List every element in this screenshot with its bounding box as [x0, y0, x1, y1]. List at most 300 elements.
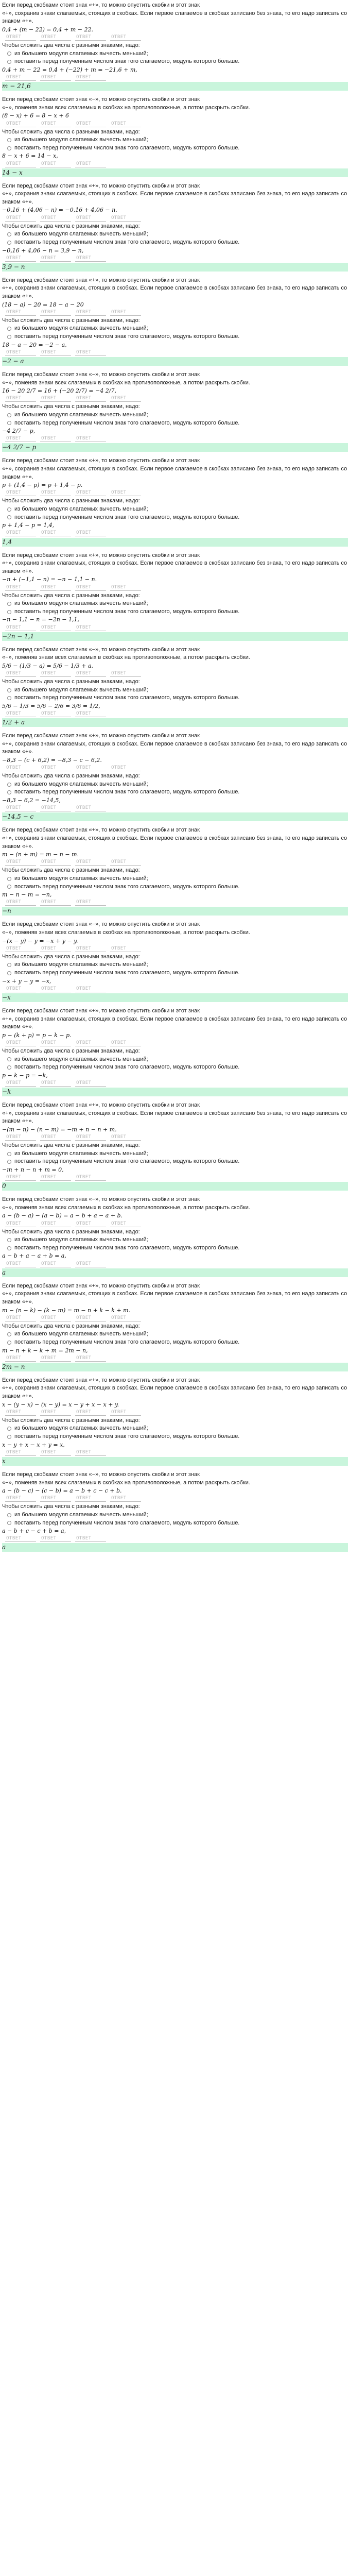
choice-option[interactable] [7, 505, 348, 514]
answer-input[interactable]: ОТВЕТ [5, 1355, 36, 1362]
answer-input[interactable]: ОТВЕТ [110, 121, 141, 127]
choice-option[interactable] [7, 969, 348, 977]
radio-button[interactable] [7, 241, 11, 245]
choice-option[interactable] [7, 686, 348, 694]
answer-input[interactable]: ОТВЕТ [5, 1080, 36, 1087]
answer-input[interactable]: ОТВЕТ [110, 489, 141, 496]
answer-input[interactable]: ОТВЕТ [75, 1355, 106, 1362]
radio-button[interactable] [7, 1435, 11, 1439]
answer-input[interactable]: ОТВЕТ [110, 1315, 141, 1321]
choice-option[interactable] [7, 1063, 348, 1072]
answer-input[interactable]: ОТВЕТ [5, 945, 36, 952]
final-answer: −2 − a [2, 357, 348, 366]
block-spacer [2, 272, 348, 277]
radio-button[interactable] [7, 610, 11, 614]
radio-button[interactable] [7, 688, 11, 692]
answer-input[interactable]: ОТВЕТ [75, 1080, 106, 1087]
answer-input[interactable]: ОТВЕТ [75, 1495, 106, 1502]
rule-text-continued: «+», сохранив знаки слагаемых, стоящих в скобках. Если первое слагаемое в скобках записано без знака, то его надо записать со знаком «+». [2, 1110, 347, 1125]
answer-input[interactable]: ОТВЕТ [75, 1315, 106, 1321]
answer-input[interactable]: ОТВЕТ [75, 1174, 106, 1181]
radio-button[interactable] [7, 783, 11, 787]
choice-option[interactable] [7, 136, 348, 144]
choice-option-label: из большего модуля слагаемых вычесть меньший; [14, 325, 148, 332]
answer-input[interactable]: ОТВЕТ [75, 1040, 106, 1046]
expression-line: a − (b − c) − (c − b) = a − b + c − c + b. [2, 1487, 122, 1495]
answer-inputs-row [3, 435, 348, 444]
answer-inputs-row [3, 1260, 348, 1268]
sum-rule-heading: Чтобы сложить два числа с разными знаками, надо: [2, 867, 140, 874]
answer-input[interactable]: ОТВЕТ [75, 215, 106, 222]
choice-option-label: из большего модуля слагаемых вычесть меньший; [14, 506, 148, 513]
answer-input[interactable]: ОТВЕТ [75, 624, 106, 631]
radio-button[interactable] [7, 1513, 11, 1517]
sum-rule-heading: Чтобы сложить два числа с разными знаками, надо: [2, 1228, 140, 1235]
radio-button[interactable] [7, 1332, 11, 1336]
final-answer: a [2, 1543, 348, 1552]
result-line: −0,16 + 4,06 − n = 3,9 − n, [2, 247, 84, 254]
choice-option[interactable] [7, 1433, 348, 1441]
answer-input[interactable]: ОТВЕТ [40, 435, 71, 442]
answer-input[interactable]: ОТВЕТ [40, 1080, 71, 1087]
choice-option[interactable] [7, 1158, 348, 1166]
expression-line: −8,3 − (c + 6,2) = −8,3 − c − 6,2. [2, 757, 102, 764]
block-spacer [2, 1096, 348, 1101]
result-line: −x + y − y = −x, [2, 977, 51, 985]
answer-input[interactable]: ОТВЕТ [5, 34, 36, 41]
rule-text-continued: «+», сохранив знаки слагаемых, стоящих в скобках. Если первое слагаемое в скобках записано без знака, то его надо записать со знаком «+». [2, 466, 347, 480]
answer-input[interactable]: ОТВЕТ [5, 121, 36, 127]
answer-input[interactable]: ОТВЕТ [40, 710, 71, 717]
choice-option-label: поставить перед полученным числом знак того слагаемого, модуль которого больше. [14, 1158, 240, 1165]
choice-option[interactable] [7, 325, 348, 333]
block-spacer [2, 727, 348, 732]
choice-option[interactable] [7, 1150, 348, 1158]
radio-button[interactable] [7, 1160, 11, 1164]
answer-inputs-row [3, 945, 348, 953]
answer-inputs-row [3, 1174, 348, 1182]
answer-input[interactable]: ОТВЕТ [75, 1221, 106, 1227]
answer-input[interactable]: ОТВЕТ [75, 309, 106, 316]
answer-input[interactable]: ОТВЕТ [5, 215, 36, 222]
answer-inputs-row [3, 1314, 348, 1323]
choice-option-label: поставить перед полученным числом знак того слагаемого, модуль которого больше. [14, 970, 240, 976]
answer-inputs-row [3, 1409, 348, 1417]
answer-input[interactable]: ОТВЕТ [40, 74, 71, 81]
rule-text-continued: «+», сохранив знаки слагаемых, стоящих в скобках. Если первое слагаемое в скобках записано без знака, то его надо записать со знаком «+». [2, 285, 347, 299]
answer-input[interactable]: ОТВЕТ [110, 859, 141, 866]
choice-option[interactable] [7, 239, 348, 247]
answer-input[interactable]: ОТВЕТ [5, 349, 36, 356]
answer-input[interactable]: ОТВЕТ [110, 945, 141, 952]
answer-input[interactable]: ОТВЕТ [75, 489, 106, 496]
result-line: −4 2/7 − p, [2, 428, 36, 435]
radio-button[interactable] [7, 232, 11, 236]
answer-input[interactable]: ОТВЕТ [75, 435, 106, 442]
answer-input[interactable]: ОТВЕТ [75, 859, 106, 866]
result-line: 8 − x + 6 = 14 − x, [2, 152, 58, 160]
choice-option-label: из большего модуля слагаемых вычесть меньший; [14, 1056, 148, 1062]
answer-input[interactable]: ОТВЕТ [40, 899, 71, 906]
answer-input[interactable]: ОТВЕТ [5, 255, 36, 262]
block-spacer [2, 1002, 348, 1007]
answer-input[interactable]: ОТВЕТ [75, 765, 106, 771]
answer-input[interactable]: ОТВЕТ [40, 945, 71, 952]
answer-input[interactable]: ОТВЕТ [75, 899, 106, 906]
choice-option-label: из большего модуля слагаемых вычесть меньший; [14, 781, 148, 787]
choice-option-label: из большего модуля слагаемых вычесть меньший; [14, 600, 148, 607]
answer-input[interactable]: ОТВЕТ [75, 161, 106, 167]
radio-button[interactable] [7, 971, 11, 975]
choice-option[interactable] [7, 50, 348, 58]
answer-input[interactable]: ОТВЕТ [75, 670, 106, 677]
answer-input[interactable]: ОТВЕТ [5, 899, 36, 906]
block-spacer [2, 641, 348, 646]
answer-inputs-row [3, 395, 348, 403]
expression-line: (8 − x) + 6 = 8 − x + 6 [2, 112, 69, 120]
choice-option-label: поставить перед полученным числом знак того слагаемого, модуль которого больше. [14, 1433, 240, 1440]
answer-input[interactable]: ОТВЕТ [110, 584, 141, 591]
expression-line: m − (n + m) = m − n − m. [2, 851, 79, 858]
answer-input[interactable]: ОТВЕТ [75, 584, 106, 591]
answer-inputs-row [3, 1495, 348, 1503]
sum-rule-heading: Чтобы сложить два числа с разными знаками, надо: [2, 128, 140, 135]
answer-input[interactable]: ОТВЕТ [75, 349, 106, 356]
answer-input[interactable]: ОТВЕТ [40, 530, 71, 536]
answer-inputs-row [3, 805, 348, 813]
answer-input[interactable]: ОТВЕТ [40, 1315, 71, 1321]
answer-input[interactable]: ОТВЕТ [110, 395, 141, 402]
rule-text: Если перед скобками стоит знак «+», то можно опустить скобки и этот знак [2, 182, 200, 189]
answer-input[interactable]: ОТВЕТ [5, 1261, 36, 1267]
answer-input[interactable]: ОТВЕТ [5, 986, 36, 992]
answer-input[interactable]: ОТВЕТ [75, 395, 106, 402]
radio-button[interactable] [7, 138, 11, 142]
choice-option[interactable] [7, 883, 348, 891]
answer-input[interactable]: ОТВЕТ [40, 161, 71, 167]
rule-text: Если перед скобками стоит знак «−», то можно опустить скобки и этот знак [2, 96, 200, 103]
answer-input[interactable]: ОТВЕТ [40, 805, 71, 811]
radio-button[interactable] [7, 327, 11, 331]
result-line: −n − 1,1 − n = −2n − 1,1, [2, 616, 80, 623]
answer-input[interactable]: ОТВЕТ [40, 670, 71, 677]
answer-input[interactable]: ОТВЕТ [40, 624, 71, 631]
result-line: 5/6 − 1/3 = 5/6 − 2/6 = 3/6 = 1/2, [2, 702, 100, 709]
answer-input[interactable]: ОТВЕТ [40, 1040, 71, 1046]
result-line: a − b + c − c + b = a, [2, 1528, 66, 1535]
choice-option[interactable] [7, 694, 348, 702]
answer-input[interactable]: ОТВЕТ [5, 1535, 36, 1542]
answer-input[interactable]: ОТВЕТ [40, 1449, 71, 1456]
radio-button[interactable] [7, 790, 11, 794]
answer-inputs-row [3, 1535, 348, 1544]
answer-inputs-row [3, 33, 348, 42]
choice-option-label: из большего модуля слагаемых вычесть меньший; [14, 1425, 148, 1432]
final-answer: −4 2/7 − p [2, 443, 348, 452]
answer-input[interactable]: ОТВЕТ [75, 34, 106, 41]
answer-input[interactable]: ОТВЕТ [40, 1355, 71, 1362]
answer-input[interactable]: ОТВЕТ [75, 74, 106, 81]
answer-input[interactable]: ОТВЕТ [110, 765, 141, 771]
choice-option[interactable] [7, 1236, 348, 1244]
answer-input[interactable]: ОТВЕТ [75, 255, 106, 262]
choice-option-label: из большего модуля слагаемых вычесть меньший; [14, 50, 148, 57]
answer-input[interactable]: ОТВЕТ [5, 1315, 36, 1321]
final-answer: a [2, 1268, 348, 1277]
choice-option[interactable] [7, 411, 348, 419]
choice-option[interactable] [7, 1338, 348, 1347]
rule-text-continued: «+», сохранив знаки слагаемых, стоящих в скобках. Если первое слагаемое в скобках записано без знака, то его надо записать со знаком «+». [2, 560, 347, 574]
choice-option[interactable] [7, 144, 348, 152]
answer-input[interactable]: ОТВЕТ [5, 584, 36, 591]
expression-line: 0,4 + (m − 22) = 0,4 + m − 22. [2, 26, 93, 33]
choice-option[interactable] [7, 600, 348, 608]
result-line: −m + n − n + m = 0, [2, 1166, 64, 1173]
expression-line: p − (k + p) = p − k − p. [2, 1031, 72, 1039]
answer-input[interactable]: ОТВЕТ [5, 1040, 36, 1046]
choice-option-label: поставить перед полученным числом знак того слагаемого, модуль которого больше. [14, 1519, 240, 1526]
rule-text: Если перед скобками стоит знак «+», то можно опустить скобки и этот знак [2, 1377, 200, 1383]
answer-input[interactable]: ОТВЕТ [40, 765, 71, 771]
answer-input[interactable]: ОТВЕТ [75, 710, 106, 717]
radio-button[interactable] [7, 877, 11, 881]
answer-input[interactable]: ОТВЕТ [40, 1134, 71, 1141]
result-line: −8,3 − 6,2 = −14,5, [2, 797, 61, 804]
rule-text: Если перед скобками стоит знак «+», то можно опустить скобки и этот знак [2, 2, 200, 8]
answer-input[interactable]: ОТВЕТ [5, 859, 36, 866]
block-spacer [2, 821, 348, 826]
result-line: m − n − m = −n, [2, 891, 52, 899]
answer-input[interactable]: ОТВЕТ [40, 395, 71, 402]
answer-input[interactable]: ОТВЕТ [75, 1261, 106, 1267]
rule-text-continued: «−», поменяв знаки всех слагаемых в скобках на противоположные, а потом раскрыть скобки. [2, 654, 250, 661]
radio-button[interactable] [7, 696, 11, 700]
choice-option[interactable] [7, 1425, 348, 1433]
sum-rule-heading: Чтобы сложить два числа с разными знаками, надо: [2, 679, 140, 685]
answer-inputs-row [3, 120, 348, 128]
choice-option[interactable] [7, 1330, 348, 1338]
choice-option[interactable] [7, 1244, 348, 1252]
radio-button[interactable] [7, 1341, 11, 1345]
sum-rule-heading: Чтобы сложить два числа с разными знаками, надо: [2, 42, 140, 49]
radio-button[interactable] [7, 1057, 11, 1061]
choice-option[interactable] [7, 788, 348, 796]
rule-text-continued: «−», поменяв знаки всех слагаемых в скобках на противоположные, а потом раскрыть скобки. [2, 379, 250, 386]
answer-input[interactable]: ОТВЕТ [75, 1449, 106, 1456]
answer-inputs-row [3, 160, 348, 168]
answer-input[interactable]: ОТВЕТ [110, 1409, 141, 1416]
answer-input[interactable]: ОТВЕТ [110, 1040, 141, 1046]
sum-rule-heading: Чтобы сложить два числа с разными знаками, надо: [2, 1323, 140, 1329]
answer-input[interactable]: ОТВЕТ [40, 34, 71, 41]
radio-button[interactable] [7, 1521, 11, 1525]
answer-input[interactable]: ОТВЕТ [110, 1134, 141, 1141]
answer-input[interactable]: ОТВЕТ [75, 945, 106, 952]
answer-input[interactable]: ОТВЕТ [5, 395, 36, 402]
answer-input[interactable]: ОТВЕТ [5, 1409, 36, 1416]
choice-option[interactable] [7, 419, 348, 428]
answer-input[interactable]: ОТВЕТ [40, 584, 71, 591]
answer-input[interactable]: ОТВЕТ [40, 215, 71, 222]
answer-input[interactable]: ОТВЕТ [5, 1134, 36, 1141]
expression-line: m − (n − k) − (k − m) = m − n + k − k + m. [2, 1307, 131, 1314]
answer-inputs-row [3, 670, 348, 678]
radio-button[interactable] [7, 507, 11, 512]
answer-input[interactable]: ОТВЕТ [40, 309, 71, 316]
answer-input[interactable]: ОТВЕТ [40, 859, 71, 866]
expression-line: (18 − a) − 20 = 18 − a − 20 [2, 301, 84, 308]
answer-input[interactable]: ОТВЕТ [5, 74, 36, 81]
sum-rule-heading: Чтобы сложить два числа с разными знаками, надо: [2, 1047, 140, 1054]
rule-text-continued: «+», сохранив знаки слагаемых, стоящих в скобках. Если первое слагаемое в скобках записано без знака, то его надо записать со знаком «+». [2, 1385, 347, 1400]
radio-button[interactable] [7, 335, 11, 339]
answer-input[interactable]: ОТВЕТ [40, 1495, 71, 1502]
choice-option-label: поставить перед полученным числом знак того слагаемого, модуль которого больше. [14, 608, 240, 615]
sum-rule-heading: Чтобы сложить два числа с разными знаками, надо: [2, 773, 140, 779]
answer-input[interactable]: ОТВЕТ [5, 1221, 36, 1227]
rule-text-continued: «+», сохранив знаки слагаемых, стоящих в скобках. Если первое слагаемое в скобках записано без знака, то его надо записать со знаком «+». [2, 191, 347, 205]
choice-option[interactable] [7, 333, 348, 341]
choice-option[interactable] [7, 875, 348, 883]
radio-button[interactable] [7, 60, 11, 64]
expression-line: 5/6 − (1/3 − a) = 5/6 − 1/3 + a. [2, 662, 94, 669]
radio-button[interactable] [7, 1238, 11, 1242]
choice-option[interactable] [7, 1056, 348, 1064]
answer-input[interactable]: ОТВЕТ [40, 1261, 71, 1267]
radio-button[interactable] [7, 146, 11, 150]
answer-input[interactable]: ОТВЕТ [40, 1535, 71, 1542]
answer-inputs-row [3, 1039, 348, 1047]
answer-input[interactable]: ОТВЕТ [5, 624, 36, 631]
radio-button[interactable] [7, 1246, 11, 1250]
answer-input[interactable]: ОТВЕТ [75, 1134, 106, 1141]
answer-input[interactable]: ОТВЕТ [5, 1449, 36, 1456]
answer-inputs-row [3, 74, 348, 82]
final-answer: −n [2, 907, 348, 916]
answer-input[interactable]: ОТВЕТ [40, 255, 71, 262]
final-answer: 1,4 [2, 538, 348, 547]
expression-line: −(x − y) − y = −x + y − y. [2, 937, 78, 944]
answer-inputs-row [3, 1220, 348, 1228]
radio-button[interactable] [7, 515, 11, 519]
answer-input[interactable]: ОТВЕТ [5, 670, 36, 677]
answer-input[interactable]: ОТВЕТ [5, 489, 36, 496]
expression-line: −0,16 + (4,06 − n) = −0,16 + 4,06 − n. [2, 207, 117, 214]
choice-option[interactable] [7, 58, 348, 66]
expression-line: −n + (−1,1 − n) = −n − 1,1 − n. [2, 576, 97, 583]
answer-inputs-row [3, 584, 348, 592]
choice-option-label: из большего модуля слагаемых вычесть меньший; [14, 875, 148, 882]
answer-input[interactable]: ОТВЕТ [110, 1495, 141, 1502]
final-answer: 1/2 + a [2, 718, 348, 727]
answer-input[interactable]: ОТВЕТ [75, 1535, 106, 1542]
answer-input[interactable]: ОТВЕТ [75, 530, 106, 536]
answer-input[interactable]: ОТВЕТ [5, 1174, 36, 1181]
choice-option-label: поставить перед полученным числом знак того слагаемого, модуль которого больше. [14, 58, 240, 65]
result-line: p − k − p = −k, [2, 1072, 48, 1079]
radio-button[interactable] [7, 1065, 11, 1070]
choice-option[interactable] [7, 514, 348, 522]
answer-inputs-row [3, 489, 348, 498]
rule-text: Если перед скобками стоит знак «−», то можно опустить скобки и этот знак [2, 371, 200, 378]
radio-button[interactable] [7, 421, 11, 425]
answer-input[interactable]: ОТВЕТ [110, 1221, 141, 1227]
answer-input[interactable]: ОТВЕТ [40, 986, 71, 992]
answer-input[interactable]: ОТВЕТ [110, 670, 141, 677]
answer-input[interactable]: ОТВЕТ [5, 765, 36, 771]
rule-text-continued: «+», сохранив знаки слагаемых, стоящих в скобках. Если первое слагаемое в скобках записано без знака, то его надо записать со знаком «+». [2, 835, 347, 850]
choice-option[interactable] [7, 230, 348, 239]
final-answer: −2n − 1,1 [2, 632, 348, 641]
block-spacer [2, 547, 348, 552]
choice-option-label: поставить перед полученным числом знак того слагаемого, модуль которого больше. [14, 789, 240, 795]
answer-input[interactable]: ОТВЕТ [40, 1174, 71, 1181]
answer-input[interactable]: ОТВЕТ [5, 435, 36, 442]
rule-text-continued: «+», сохранив знаки слагаемых, стоящих в скобках. Если первое слагаемое в скобках записано без знака, то его надо записать со знаком «+». [2, 740, 347, 755]
answer-input[interactable]: ОТВЕТ [110, 34, 141, 41]
answer-input[interactable]: ОТВЕТ [75, 1409, 106, 1416]
answer-input[interactable]: ОТВЕТ [5, 161, 36, 167]
radio-button[interactable] [7, 885, 11, 889]
answer-input[interactable]: ОТВЕТ [75, 986, 106, 992]
choice-option[interactable] [7, 781, 348, 789]
final-answer: 3,9 − n [2, 263, 348, 272]
answer-input[interactable]: ОТВЕТ [75, 121, 106, 127]
answer-input[interactable]: ОТВЕТ [5, 710, 36, 717]
answer-input[interactable]: ОТВЕТ [40, 349, 71, 356]
final-answer: 0 [2, 1182, 348, 1191]
answer-input[interactable]: ОТВЕТ [40, 121, 71, 127]
answer-input[interactable]: ОТВЕТ [5, 309, 36, 316]
answer-input[interactable]: ОТВЕТ [75, 805, 106, 811]
choice-option[interactable] [7, 1519, 348, 1528]
radio-button[interactable] [7, 1152, 11, 1156]
final-answer: x [2, 1457, 348, 1466]
block-spacer [2, 916, 348, 921]
radio-button[interactable] [7, 52, 11, 56]
answer-input[interactable]: ОТВЕТ [110, 215, 141, 222]
answer-input[interactable]: ОТВЕТ [5, 1495, 36, 1502]
answer-inputs-row [3, 1354, 348, 1363]
answer-input[interactable]: ОТВЕТ [110, 309, 141, 316]
choice-option[interactable] [7, 1511, 348, 1519]
radio-button[interactable] [7, 1427, 11, 1431]
answer-input[interactable]: ОТВЕТ [40, 1221, 71, 1227]
radio-button[interactable] [7, 602, 11, 606]
block-spacer [2, 366, 348, 371]
answer-input[interactable]: ОТВЕТ [5, 530, 36, 536]
rule-text: Если перед скобками стоит знак «+», то можно опустить скобки и этот знак [2, 1102, 200, 1109]
block-spacer [2, 91, 348, 96]
result-line: 0,4 + m − 22 = 0,4 + (−22) + m = −21,6 + m, [2, 66, 137, 73]
final-answer: −14,5 − c [2, 812, 348, 821]
block-spacer [2, 1371, 348, 1377]
choice-option[interactable] [7, 961, 348, 969]
block-spacer [2, 177, 348, 182]
answer-input[interactable]: ОТВЕТ [40, 489, 71, 496]
radio-button[interactable] [7, 963, 11, 967]
answer-inputs-row [3, 214, 348, 223]
choice-option[interactable] [7, 608, 348, 616]
answer-input[interactable]: ОТВЕТ [40, 1409, 71, 1416]
answer-input[interactable]: ОТВЕТ [5, 805, 36, 811]
choice-option-label: из большего модуля слагаемых вычесть меньший; [14, 1236, 148, 1243]
radio-button[interactable] [7, 413, 11, 417]
expression-line: 16 − 20 2/7 = 16 + (−20 2/7) = −4 2/7, [2, 387, 116, 395]
block-spacer [2, 452, 348, 457]
result-line: p + 1,4 − p = 1,4, [2, 522, 55, 529]
answer-inputs-row [3, 765, 348, 773]
